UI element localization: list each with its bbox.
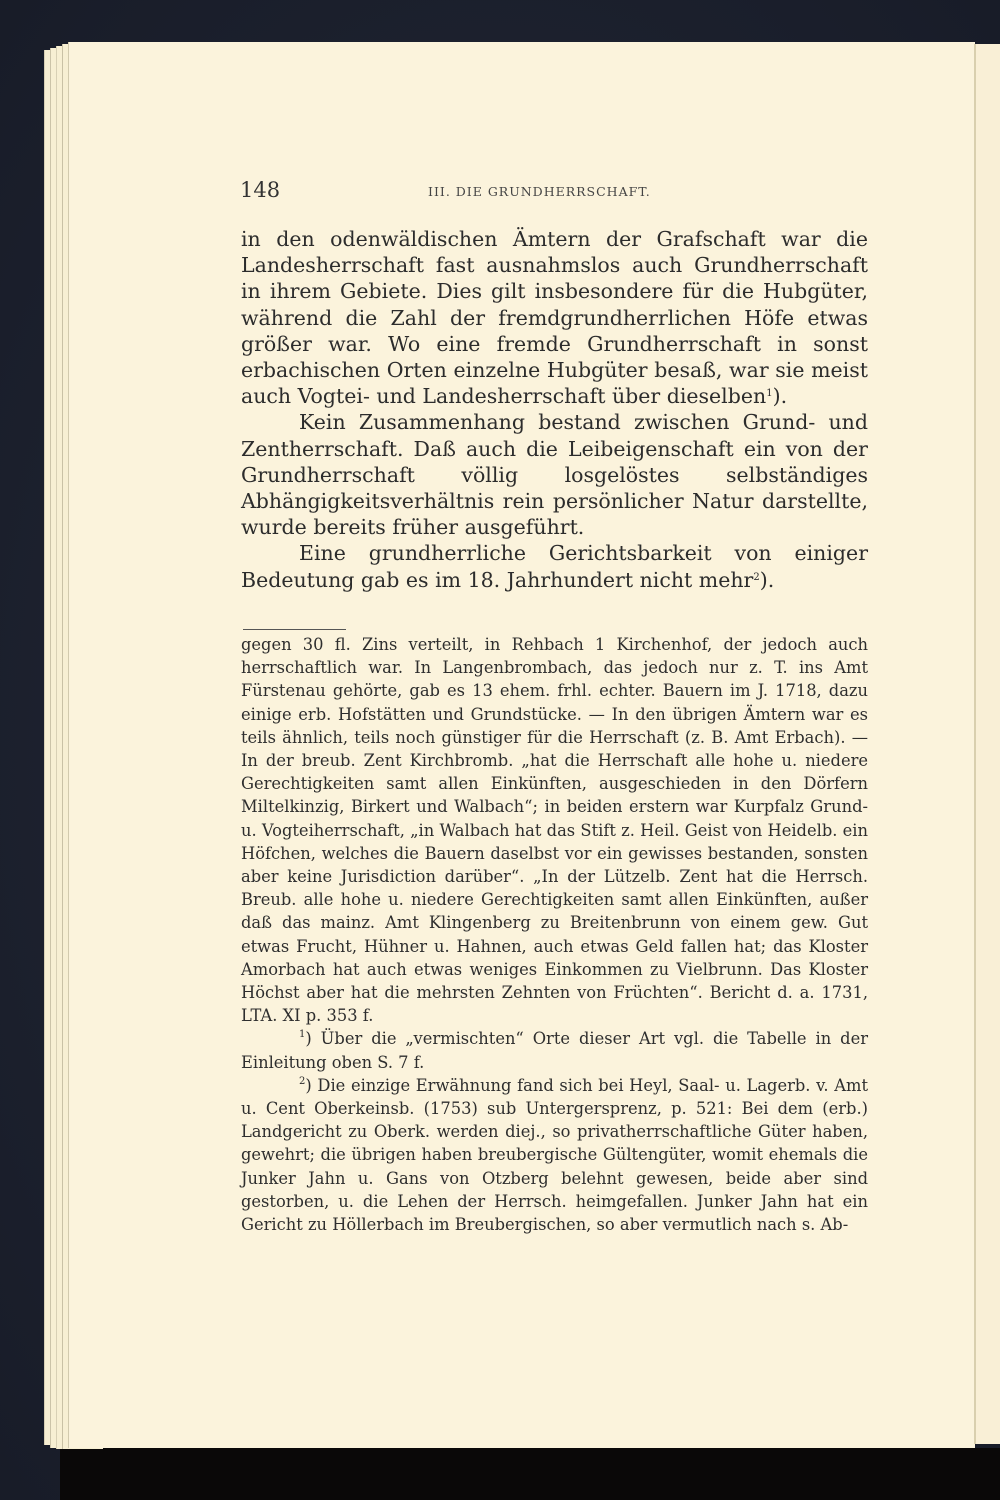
footnote-marker: 2 <box>299 1075 306 1087</box>
footnote-divider <box>243 629 346 630</box>
facing-page-edge <box>974 44 1000 1444</box>
footnote-marker: 1 <box>299 1029 306 1041</box>
page-number: 148 <box>240 178 281 202</box>
paragraph: Kein Zusammenhang bestand zwischen Grund- und Zentherrschaft. Daß auch die Leibeigenschaft ein von der Grundherrschaft völlig losgelöstes selbständiges Abhängigkeitsverhältnis rein persönlicher Natur darstellte, wurde bereits früher ausgeführt. <box>241 410 868 540</box>
main-text <box>241 226 868 593</box>
page-header <box>240 178 870 208</box>
footnotes <box>241 633 868 1236</box>
footnote-ref: 1 <box>766 388 773 400</box>
footnote: $^2$) Die einzige Erwähnung fand sich bei Heyl, Saal- u. Lagerb. v. Amt u. Cent Oberkeinsb. (1753) sub Untergersprenz, p. 521: Bei dem (erb.) Landgericht zu Oberk. werden diej., so privatherrschaftliche Güter haben, gewehrt; die übrigen haben breubergische Gültengüter, womit ehemals die Junker Jahn u. Gans von Otzberg belehnt gewesen, beide aber sind gestorben, u. die Lehen der Herrsch. heimgefallen. Junker Jahn hat ein Gericht zu Höllerbach im Breubergischen, so aber vermutlich nach s. Ab- <box>241 1075 868 1235</box>
running-title: III. DIE GRUNDHERRSCHAFT. <box>428 184 651 199</box>
footnote-ref: 2 <box>753 571 760 583</box>
paragraph: in den odenwäldischen Ämtern der Grafschaft war die Landesherrschaft fast ausnahmslos auch Grundherrschaft in ihrem Gebiete. Dies gilt insbesondere für die Hubgüter, während die Zahl der fremdgrundherrlichen Höfe etwas größer war. Wo eine fremde Grundherrschaft in sonst erbachischen Orten einzelne Hubgüter besaß, war sie meist auch Vogtei- und Landesherrschaft über dieselben$^1$). <box>241 227 868 409</box>
footnote: $^1$) Über die „vermischten“ Orte dieser Art vgl. die Tabelle in der Einleitung oben S. 7 f. <box>241 1029 868 1072</box>
book-shadow <box>60 1448 1000 1500</box>
paragraph: Eine grundherrliche Gerichtsbarkeit von einiger Bedeutung gab es im 18. Jahrhundert nicht mehr$^2$). <box>241 541 868 592</box>
footnote-continuation: gegen 30 fl. Zins verteilt, in Rehbach 1 Kirchenhof, der jedoch auch herrschaftlich war. In Langenbrombach, das jedoch nur z. T. ins Amt Fürstenau gehörte, gab es 13 ehem. frhl. echter. Bauern im J. 1718, dazu einige erb. Hofstätten und Grundstücke. — In den übrigen Ämtern war es teils ähnlich, teils noch günstiger für die Herrschaft (z. B. Amt Erbach). — In der breub. Zent Kirchbromb. „hat die Herrschaft alle hohe u. niedere Gerechtigkeiten samt allen Einkünften, ausgeschieden in den Dörfern Miltelkinzig, Birkert und Walbach“; in beiden erstern war Kurpfalz Grund- u. Vogteiherrschaft, „in Walbach hat das Stift z. Heil. Geist von Heidelb. ein Höfchen, welches die Bauern daselbst vor ein gewisses bestanden, sonsten aber keine Jurisdiction darüber“. „In der Lützelb. Zent hat die Herrsch. Breub. alle hohe u. niedere Gerechtigkeiten samt allen Einkünften, außer daß das mainz. Amt Klingenberg zu Breitenbrunn von einem gew. Gut etwas Frucht, Hühner u. Hahnen, auch etwas Geld fallen hat; das Kloster Amorbach hat auch etwas weniges Einkommen zu Vielbrunn. Das Kloster Höchst aber hat die mehrsten Zehnten von Früchten“. Bericht d. a. 1731, LTA. XI p. 353 f. <box>241 635 868 1026</box>
